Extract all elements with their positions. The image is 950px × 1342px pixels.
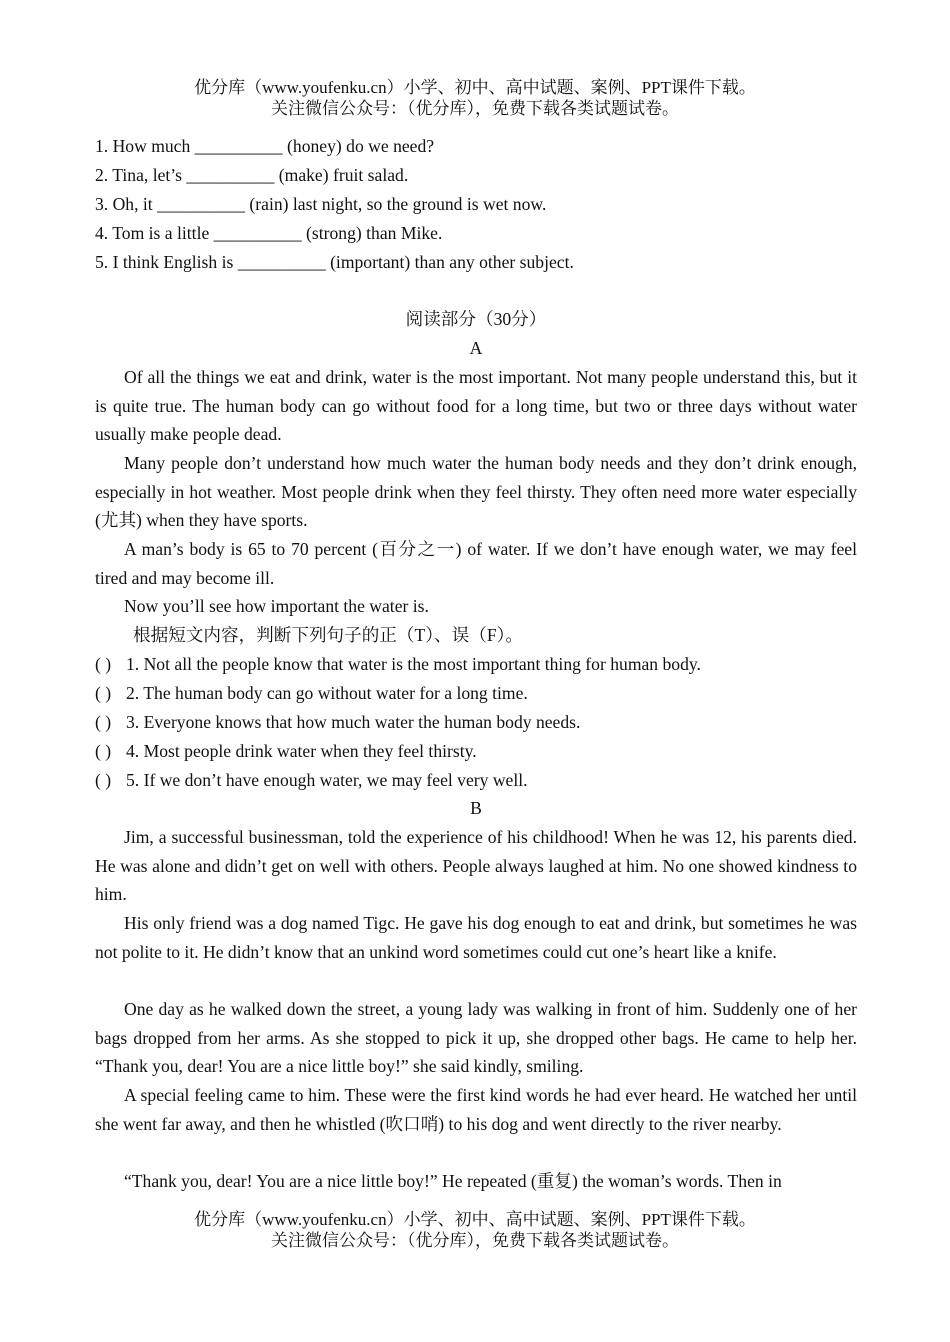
true-false-item (95, 679, 857, 708)
fill-blank-item: 5. I think English is __________ (important) than any other subject. (95, 252, 574, 272)
passage-a-paragraph: Now you’ll see how important the water is. (124, 596, 429, 616)
question-text: 4. Most people drink water when they feel thirsty. (126, 741, 477, 761)
header-line-1: 优分库（www.youfenku.cn）小学、初中、高中试题、案例、PPT课件下载。 (194, 78, 756, 97)
page-footer (0, 1209, 950, 1251)
footer-line-2: 关注微信公众号：（优分库），免费下载各类试题试卷。 (271, 1231, 679, 1250)
answer-blank[interactable]: ( ) (95, 654, 112, 674)
answer-blank[interactable]: ( ) (95, 741, 112, 761)
passage-b-paragraph: One day as he walked down the street, a young lady was walking in front of him. Suddenly one of her bags dropped from her arms. As she stopped to pick it up, she dropped other bags. He came to help her. “Thank you, dear! You are a nice little boy!” she said kindly, smiling. (95, 999, 857, 1077)
passage-b-paragraph: Jim, a successful businessman, told the experience of his childhood! When he was 12, his parents died. He was alone and didn’t get on well with others. People always laughed at him. No one showed kindness to him. (95, 827, 857, 905)
passage-a-paragraph: Many people don’t understand how much water the human body needs and they don’t drink enough, especially in hot weather. Most people drink when they feel thirsty. They often need more water especially (尤其) when they have sports. (95, 453, 857, 531)
question-text: 3. Everyone knows that how much water the human body needs. (126, 712, 581, 732)
true-false-item (95, 650, 857, 679)
question-text: 2. The human body can go without water for a long time. (126, 683, 528, 703)
true-false-item (95, 737, 857, 766)
passage-b-paragraph: A special feeling came to him. These were the first kind words he had ever heard. He watched her until she went far away, and then he whistled (吹口哨) to his dog and went directly to the river nearby. (95, 1085, 857, 1134)
true-false-instruction: 根据短文内容，判断下列句子的正（T）、误（F）。 (133, 625, 523, 645)
answer-blank[interactable]: ( ) (95, 712, 112, 732)
footer-line-1: 优分库（www.youfenku.cn）小学、初中、高中试题、案例、PPT课件下载。 (194, 1210, 756, 1229)
answer-blank[interactable]: ( ) (95, 683, 112, 703)
fill-blank-item: 1. How much __________ (honey) do we need? (95, 136, 435, 156)
true-false-item (95, 766, 857, 795)
fill-blank-item: 3. Oh, it __________ (rain) last night, so the ground is wet now. (95, 194, 547, 214)
question-text: 1. Not all the people know that water is the most important thing for human body. (126, 654, 701, 674)
passage-a-paragraph: Of all the things we eat and drink, water is the most important. Not many people understand this, but it is quite true. The human body can go without food for a long time, but two or three days without water usually make people dead. (95, 367, 857, 445)
passage-b-label: B (470, 798, 482, 818)
page-header (0, 77, 950, 119)
fill-blank-item: 4. Tom is a little __________ (strong) than Mike. (95, 223, 443, 243)
passage-a-label: A (469, 338, 483, 358)
true-false-item (95, 708, 857, 737)
fill-blank-item: 2. Tina, let’s __________ (make) fruit salad. (95, 165, 409, 185)
reading-section-title: 阅读部分（30分） (405, 309, 547, 329)
passage-a-paragraph: A man’s body is 65 to 70 percent (百分之一) of water. If we don’t have enough water, we may feel tired and may become ill. (95, 539, 857, 588)
header-line-2: 关注微信公众号：（优分库），免费下载各类试题试卷。 (271, 99, 679, 118)
passage-b-paragraph: His only friend was a dog named Tigc. He gave his dog enough to eat and drink, but sometimes he was not polite to it. He didn’t know that an unkind word sometimes could cut one’s heart like a knife. (95, 913, 857, 962)
answer-blank[interactable]: ( ) (95, 770, 112, 790)
passage-b-paragraph: “Thank you, dear! You are a nice little boy!” He repeated (重复) the woman’s words. Then in (124, 1171, 782, 1191)
question-text: 5. If we don’t have enough water, we may feel very well. (126, 770, 528, 790)
